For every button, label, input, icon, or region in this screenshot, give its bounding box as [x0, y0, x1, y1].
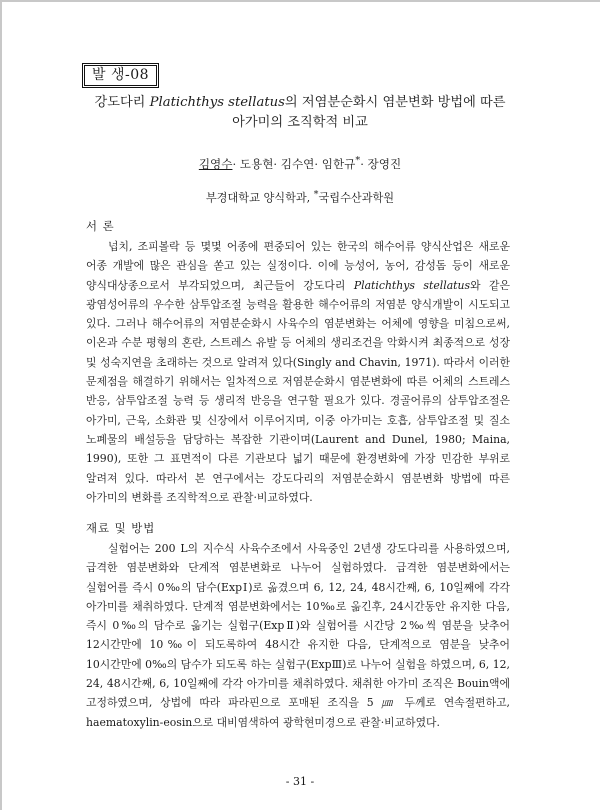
- micrometer-unit: ㎛: [381, 696, 397, 710]
- author-list: [40, 153, 560, 172]
- methods-heading: 재료 및 방법: [86, 521, 156, 535]
- presentation-code: 발 생-08: [91, 67, 150, 83]
- title-prefix: 강도다리: [94, 95, 150, 110]
- intro-species-name: Platichthys stellatus: [353, 278, 471, 292]
- intro-text-part-1: 넙치, 조피볼락 등 몇몇 어종에 편중되어 있는 한국의 해수어류 양식산업은 새로운 어종 개발에 많은 관심을 쏟고 있는 실정이다. 이에 능성어, 농어, 감성돔 등이 새로운 양식대상종으로서 부각되었으며, 최근들어 강도다리: [86, 240, 510, 292]
- intro-paragraph: [86, 237, 510, 507]
- title-species-name: Platichthys stellatus: [149, 95, 285, 110]
- co-authors: · 도용현· 김수연· 임한규: [232, 156, 356, 171]
- page-number: - 31 -: [285, 775, 315, 788]
- paper-title-line-2: [40, 113, 560, 133]
- methods-text-part-2: 두께로 연속절편하고, haematoxylin-eosin으로 대비염색하여 광학현미경으로 관찰·비교하였다.: [86, 696, 510, 729]
- intro-heading: 서 론: [86, 219, 115, 233]
- affiliation-mark-2: *: [313, 189, 319, 200]
- presenting-author: 김영수: [198, 156, 233, 171]
- page-edge-left: [0, 0, 2, 810]
- paper-title-line-1: [40, 93, 560, 113]
- title-suffix: 의 저염분순화시 염분변화 방법에 따른: [284, 95, 506, 110]
- page-edge-top: [0, 0, 600, 2]
- affiliation-main: 부경대학교 양식학과,: [205, 191, 314, 205]
- methods-text-part-1: 실험어는 200 L의 지수식 사육수조에서 사육중인 2년생 강도다리를 사용하였으며, 급격한 염분변화와 단계적 염분변화로 나누어 실험하였다. 급격한 염분변화에서는 실험어를 즉시 0‰의 담수(ExpⅠ)로 옮겼으며 6, 12, 24, 48시간째, 6, 10일째에 각각 아가미를 채취하였다. 단계적 염분변화에서는 10‰로 옮긴후, 24시간동안 유지한 다음, 즉시 0‰의 담수로 옮기는 실험구(ExpⅡ)와 실험어를 시간당 2‰씩 염분을 낮추어 12시간만에 10‰이 되도록하여 48시간 유지한 다음, 단계적으로 염분을 낮추어 10시간만에 0‰의 담수가 되도록 하는 실험구(ExpⅢ)로 나누어 실험을 하였으며, 6, 12, 24, 48시간째, 6, 10일째에 각각 아가미를 채취하였다. 채취한 아가미 조직은 Bouin액에 고정하였으며, 상법에 따라 파라핀으로 포매된 조직을 5: [86, 542, 510, 710]
- last-author: · 장영진: [360, 156, 402, 171]
- presentation-code-box: [82, 63, 159, 88]
- affiliation-mark: *: [355, 155, 361, 166]
- title-second-line: 아가미의 조직학적 비교: [232, 115, 368, 130]
- affiliation-second: 국립수산과학원: [318, 191, 395, 205]
- methods-paragraph: [86, 539, 510, 732]
- intro-text-part-2: 와 같은 광염성어류의 우수한 삼투압조절 능력을 활용한 해수어류의 저염분 양식개발이 시도되고 있다. 그러나 해수어류의 저염분순화시 사육수의 염분변화는 어체에 영향을 미침으로써, 이온과 수분 평형의 혼란, 스트레스 유발 등 어체의 생리조건을 악화시켜 최종적으로 성장 및 성숙지연을 초래하는 것으로 알려져 있다(Singly and Chavin, 1971). 따라서 이러한 문제점을 해결하기 위해서는 일차적으로 저염분순화시 염분변화에 따른 어체의 스트레스 반응, 삼투압조절 능력 등 생리적 반응을 연구할 필요가 있다. 경골어류의 삼투압조절은 아가미, 근육, 소화관 및 신장에서 이루어지며, 이중 아가미는 호흡, 삼투압조절 및 질소 노폐물의 배설등을 담당하는 복잡한 기관이며(Laurent and Dunel, 1980; Maina, 1990), 또한 그 표면적이 다른 기관보다 넓기 때문에 환경변화에 가장 민감한 부위로 알려져 있다. 따라서 본 연구에서는 강도다리의 저염분순화시 염분변화 방법에 따른 아가미의 변화를 조직학적으로 관찰·비교하였다.: [86, 278, 510, 504]
- affiliation-line: [40, 187, 560, 207]
